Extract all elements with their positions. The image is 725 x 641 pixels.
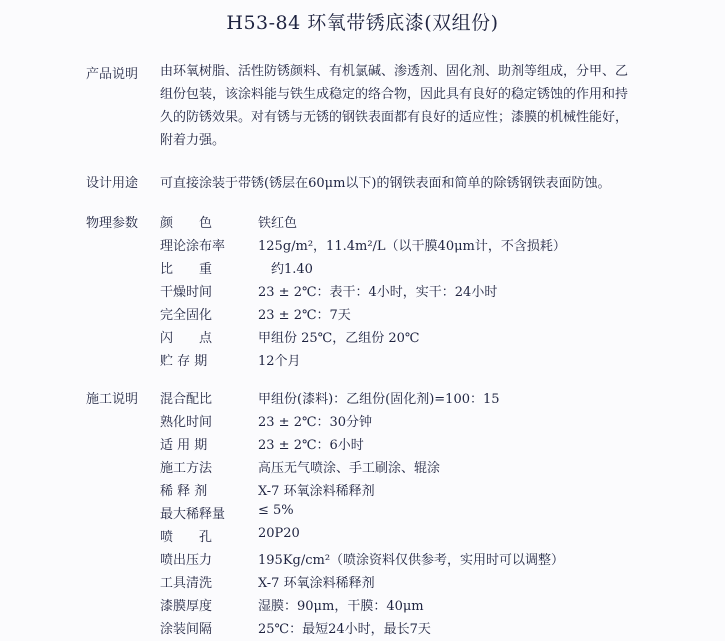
application-key: 适 用 期: [160, 438, 208, 453]
application-key: 熟化时间: [160, 415, 213, 430]
physical-key: 闪 点: [160, 331, 213, 346]
application-value: X-7 环氧涂料稀释剂: [258, 576, 375, 591]
physical-key: 完全固化: [160, 308, 213, 323]
application-value: 23 ± 2℃：30分钟: [258, 415, 373, 430]
application-value: X-7 环氧涂料稀释剂: [258, 484, 375, 499]
product-line: 久的防锈效果。对有锈与无锈的钢铁表面都有良好的适应性；漆膜的机械性能好，: [160, 110, 629, 125]
application-value: 高压无气喷涂、手工刷涂、辊涂: [258, 461, 441, 476]
application-value: ≤ 5%: [258, 503, 294, 518]
physical-value: 125g/m²，11.4m²/L（以干膜40μm计，不含损耗）: [258, 239, 566, 254]
physical-value: 甲组份 25℃，乙组份 20℃: [258, 331, 420, 346]
section-label-usage: 设计用途: [86, 176, 139, 191]
physical-value: 23 ± 2℃：表干：4小时，实干：24小时: [258, 285, 498, 300]
application-key: 喷 孔: [160, 530, 213, 545]
physical-value: 铁红色: [258, 216, 298, 231]
application-key: 稀 释 剂: [160, 484, 208, 499]
physical-key: 颜 色: [160, 216, 213, 231]
document-title: H53-84 环氧带锈底漆(双组份): [226, 12, 499, 34]
usage-text: 可直接涂装于带锈(锈层在60μm以下)的钢铁表面和简单的除锈钢铁表面防蚀。: [160, 176, 611, 191]
physical-key: 干燥时间: [160, 285, 213, 300]
application-value: 湿膜：90μm，干膜：40μm: [258, 599, 424, 614]
application-key: 漆膜厚度: [160, 599, 213, 614]
application-key: 喷出压力: [160, 553, 213, 568]
section-label-application: 施工说明: [86, 392, 139, 407]
application-value: 20P20: [258, 526, 300, 541]
product-description: [160, 60, 680, 152]
application-key: 工具清洗: [160, 576, 213, 591]
product-line: 由环氧树脂、活性防锈颜料、有机氯碱、渗透剂、固化剂、助剂等组成，分甲、乙: [160, 64, 629, 79]
physical-key: 比 重: [160, 262, 213, 277]
application-value: 23 ± 2℃：6小时: [258, 438, 364, 453]
application-key: 施工方法: [160, 461, 213, 476]
application-key: 混合配比: [160, 392, 213, 407]
product-line: 组份包装，该涂料能与铁生成稳定的络合物，因此具有良好的稳定锈蚀的作用和持: [160, 87, 629, 102]
application-value: 甲组份(漆料)：乙组份(固化剂)=100：15: [258, 392, 500, 407]
product-line: 附着力强。: [160, 133, 226, 148]
application-value: 195Kg/cm²（喷涂资料仅供参考，实用时可以调整）: [258, 553, 565, 568]
physical-value: 约1.40: [258, 262, 313, 277]
physical-key: 理论涂布率: [160, 239, 226, 254]
physical-key: 贮 存 期: [160, 354, 208, 369]
application-key: 最大稀释量: [160, 507, 226, 522]
physical-value: 23 ± 2℃：7天: [258, 308, 351, 323]
section-label-physical: 物理参数: [86, 216, 139, 231]
section-label-product: 产品说明: [86, 67, 139, 82]
application-value: 25℃：最短24小时，最长7天: [258, 622, 431, 637]
application-key: 涂装间隔: [160, 622, 213, 637]
physical-value: 12个月: [258, 354, 301, 369]
